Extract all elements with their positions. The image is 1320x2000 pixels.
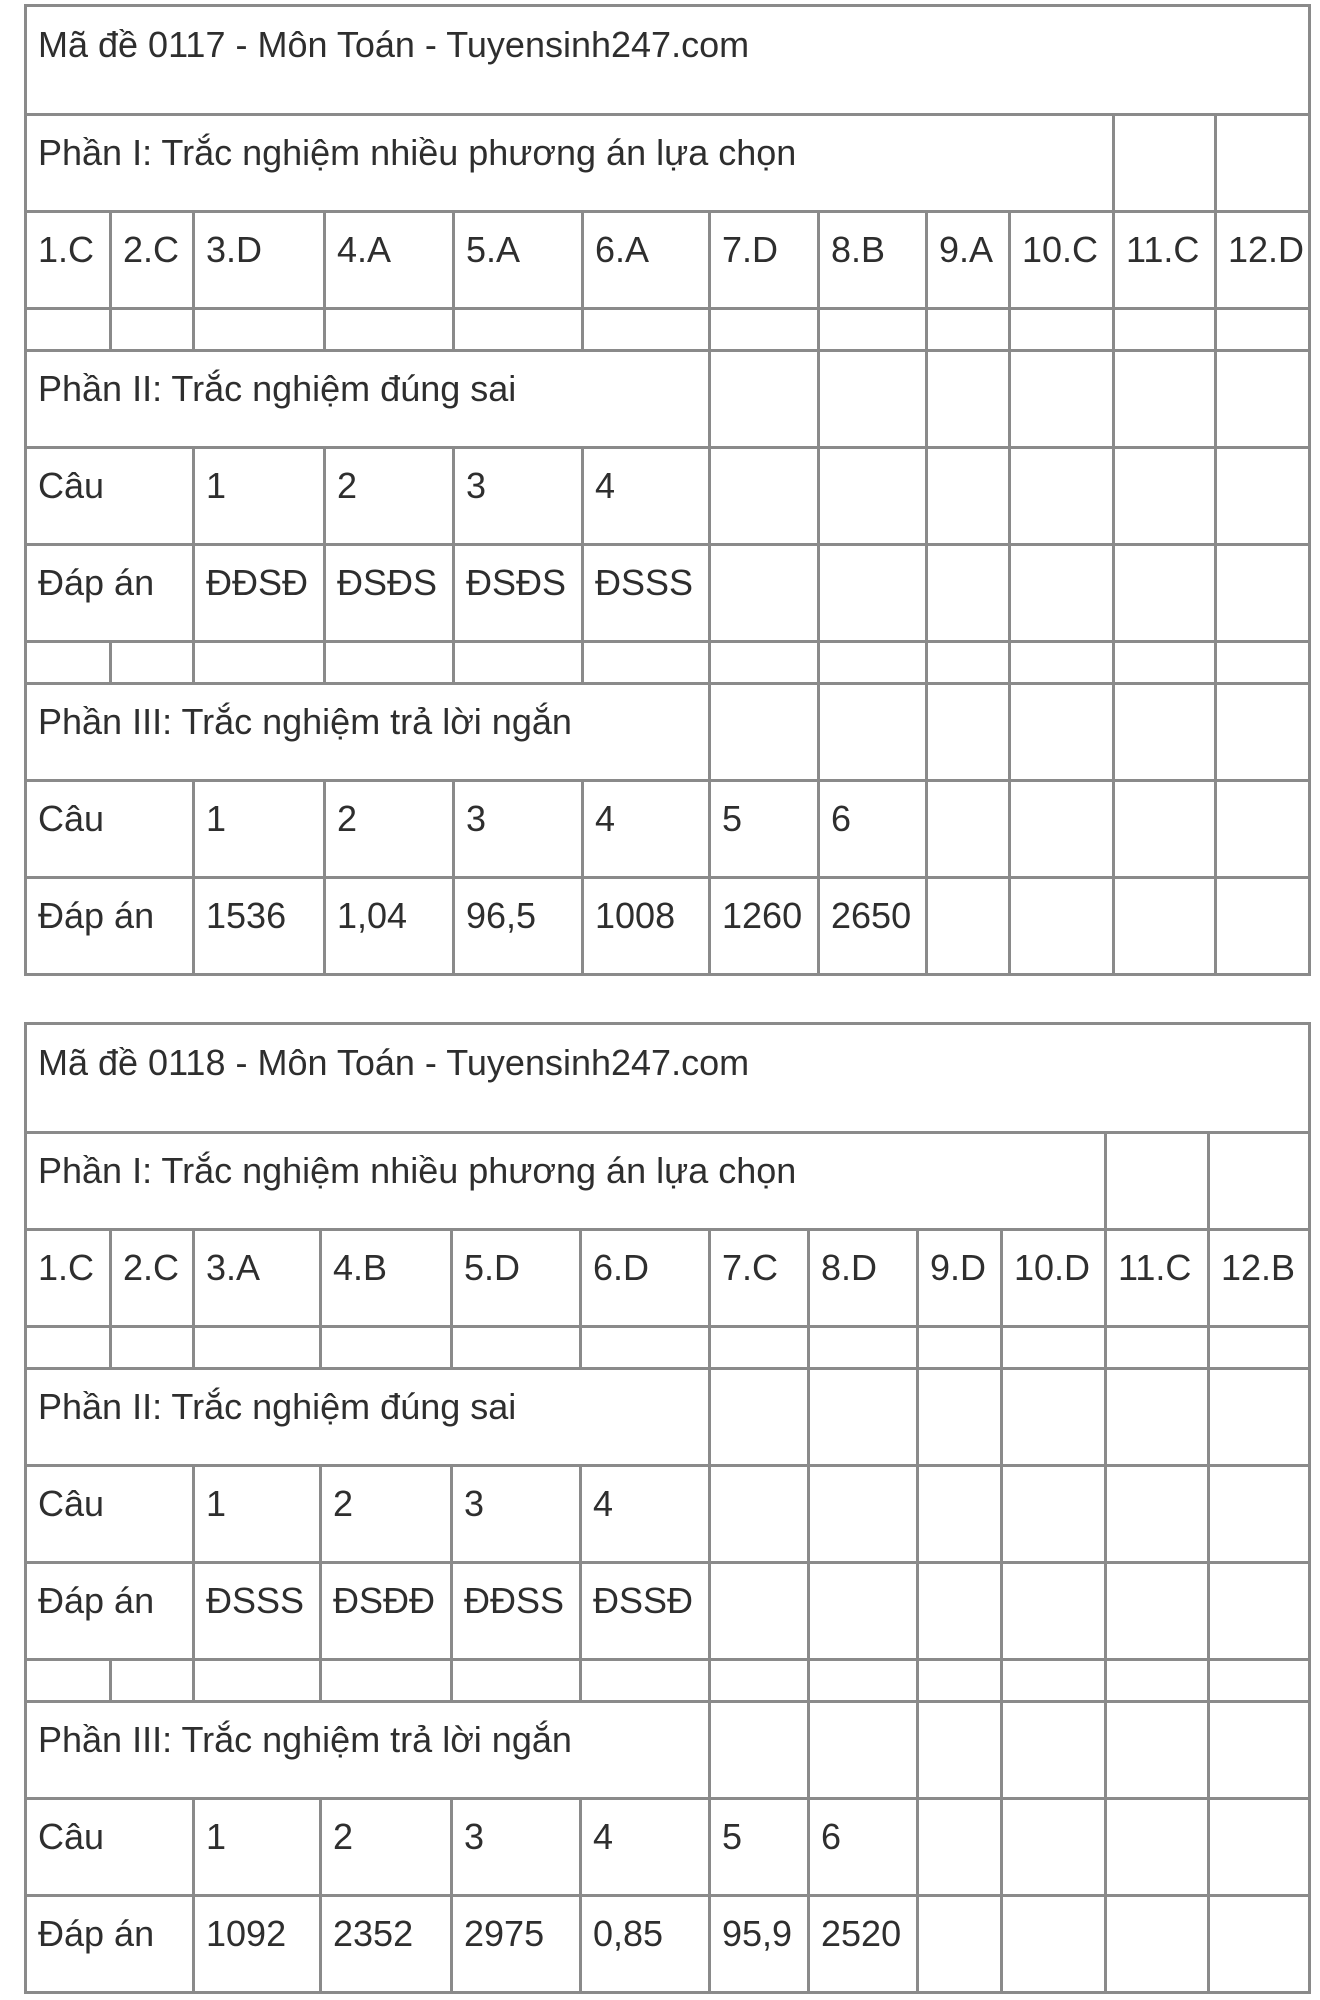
part2-answer: ĐSĐS	[325, 545, 454, 642]
empty-cell	[1114, 115, 1216, 212]
title-row	[26, 1024, 1310, 1133]
part2-answer: ĐSSS	[194, 1563, 321, 1660]
part2-question: 2	[325, 448, 454, 545]
part3-question: 2	[321, 1799, 452, 1896]
part1-answer-row	[26, 1230, 1310, 1327]
exam-title: Mã đề 0117 - Môn Toán - Tuyensinh247.com	[26, 6, 1310, 115]
answer-table-0117	[24, 4, 1311, 976]
part1-answer: 9.A	[927, 212, 1010, 309]
part3-question: 5	[710, 1799, 809, 1896]
part3-question-row	[26, 1799, 1310, 1896]
spacer-row	[26, 309, 1310, 351]
part3-heading: Phần III: Trắc nghiệm trả lời ngắn	[26, 1702, 710, 1799]
part1-answer: 8.D	[809, 1230, 918, 1327]
answer-label: Đáp án	[26, 545, 194, 642]
part2-header-row	[26, 1369, 1310, 1466]
part1-heading: Phần I: Trắc nghiệm nhiều phương án lựa chọn	[26, 115, 1114, 212]
question-label: Câu	[26, 448, 194, 545]
part1-header-row	[26, 1133, 1310, 1230]
part1-answer: 5.A	[454, 212, 583, 309]
answer-table-0118	[24, 1022, 1311, 1994]
part1-header-row	[26, 115, 1310, 212]
part1-answer: 1.C	[26, 1230, 111, 1327]
part2-question: 4	[583, 448, 710, 545]
title-row	[26, 6, 1310, 115]
part2-answer-row	[26, 545, 1310, 642]
part3-answer-row	[26, 878, 1310, 975]
part3-answer: 1536	[194, 878, 325, 975]
part1-answer: 2.C	[111, 212, 194, 309]
part3-header-row	[26, 1702, 1310, 1799]
part1-answer: 7.C	[710, 1230, 809, 1327]
part3-question: 6	[809, 1799, 918, 1896]
part1-answer: 11.C	[1106, 1230, 1209, 1327]
part1-answer: 2.C	[111, 1230, 194, 1327]
part3-question-row	[26, 781, 1310, 878]
spacer-row	[26, 642, 1310, 684]
part2-question: 3	[454, 448, 583, 545]
part2-answer: ĐĐSS	[452, 1563, 581, 1660]
part2-answer: ĐSSS	[583, 545, 710, 642]
part3-question: 2	[325, 781, 454, 878]
part2-question: 1	[194, 1466, 321, 1563]
part1-answer: 7.D	[710, 212, 819, 309]
part2-question: 2	[321, 1466, 452, 1563]
part3-question: 3	[454, 781, 583, 878]
question-label: Câu	[26, 1799, 194, 1896]
part3-question: 5	[710, 781, 819, 878]
part3-question: 1	[194, 781, 325, 878]
question-label: Câu	[26, 781, 194, 878]
part2-question: 4	[581, 1466, 710, 1563]
part2-question-row	[26, 1466, 1310, 1563]
part2-answer-row	[26, 1563, 1310, 1660]
part1-answer: 6.A	[583, 212, 710, 309]
part3-answer: 1,04	[325, 878, 454, 975]
part1-answer: 4.B	[321, 1230, 452, 1327]
part3-answer: 1008	[583, 878, 710, 975]
part1-answer: 3.D	[194, 212, 325, 309]
part1-answer: 6.D	[581, 1230, 710, 1327]
part2-answer: ĐSĐS	[454, 545, 583, 642]
part1-answer: 10.C	[1010, 212, 1114, 309]
part3-answer: 96,5	[454, 878, 583, 975]
part1-answer: 5.D	[452, 1230, 581, 1327]
part2-answer: ĐĐSĐ	[194, 545, 325, 642]
answer-label: Đáp án	[26, 1896, 194, 1993]
part2-header-row	[26, 351, 1310, 448]
part3-answer: 2975	[452, 1896, 581, 1993]
part3-question: 4	[583, 781, 710, 878]
part1-answer: 8.B	[819, 212, 927, 309]
part3-question: 6	[819, 781, 927, 878]
part2-question: 3	[452, 1466, 581, 1563]
part3-question: 3	[452, 1799, 581, 1896]
part2-heading: Phần II: Trắc nghiệm đúng sai	[26, 351, 710, 448]
empty-cell	[1216, 115, 1310, 212]
part1-heading: Phần I: Trắc nghiệm nhiều phương án lựa chọn	[26, 1133, 1106, 1230]
question-label: Câu	[26, 1466, 194, 1563]
part2-question-row	[26, 448, 1310, 545]
part2-heading: Phần II: Trắc nghiệm đúng sai	[26, 1369, 710, 1466]
part1-answer: 9.D	[918, 1230, 1002, 1327]
part2-answer: ĐSĐĐ	[321, 1563, 452, 1660]
part1-answer: 10.D	[1002, 1230, 1106, 1327]
part1-answer: 12.B	[1209, 1230, 1310, 1327]
part3-answer: 2352	[321, 1896, 452, 1993]
part3-answer: 0,85	[581, 1896, 710, 1993]
part3-answer: 1092	[194, 1896, 321, 1993]
part1-answer: 3.A	[194, 1230, 321, 1327]
part1-answer: 4.A	[325, 212, 454, 309]
spacer-row	[26, 1327, 1310, 1369]
answer-label: Đáp án	[26, 1563, 194, 1660]
empty-cell	[1209, 1133, 1310, 1230]
part1-answer-row	[26, 212, 1310, 309]
part3-header-row	[26, 684, 1310, 781]
empty-cell	[1106, 1133, 1209, 1230]
part2-answer: ĐSSĐ	[581, 1563, 710, 1660]
exam-title: Mã đề 0118 - Môn Toán - Tuyensinh247.com	[26, 1024, 1310, 1133]
part3-answer: 2650	[819, 878, 927, 975]
part2-question: 1	[194, 448, 325, 545]
spacer-row	[26, 1660, 1310, 1702]
part3-heading: Phần III: Trắc nghiệm trả lời ngắn	[26, 684, 710, 781]
part3-answer: 95,9	[710, 1896, 809, 1993]
part3-answer: 1260	[710, 878, 819, 975]
part3-answer: 2520	[809, 1896, 918, 1993]
answer-label: Đáp án	[26, 878, 194, 975]
part3-question: 4	[581, 1799, 710, 1896]
part3-answer-row	[26, 1896, 1310, 1993]
part1-answer: 12.D	[1216, 212, 1310, 309]
part1-answer: 1.C	[26, 212, 111, 309]
part3-question: 1	[194, 1799, 321, 1896]
part1-answer: 11.C	[1114, 212, 1216, 309]
